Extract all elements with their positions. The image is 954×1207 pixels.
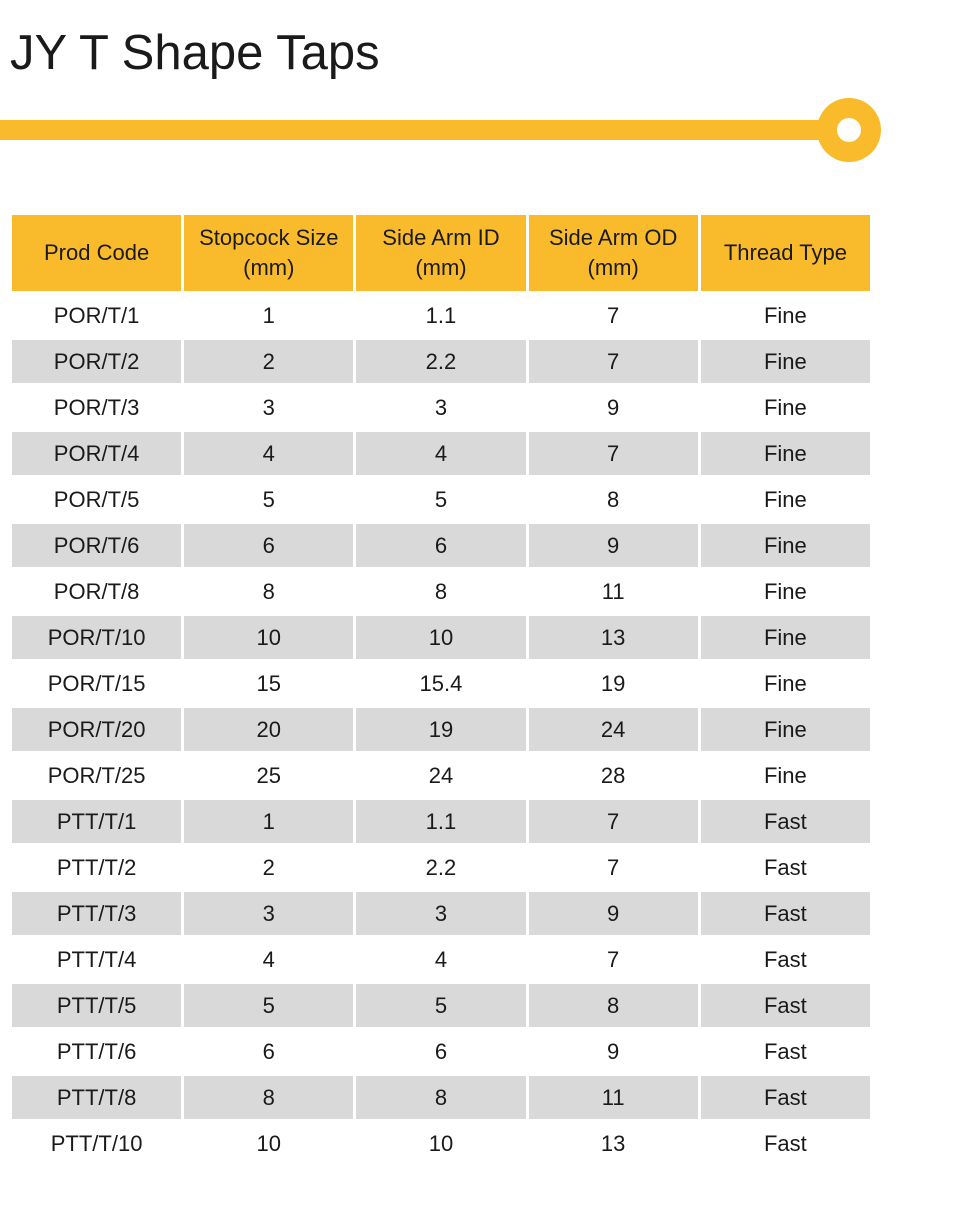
cell-thread-type: Fast: [701, 892, 870, 935]
table-row: [12, 340, 870, 383]
table-row: [12, 938, 870, 981]
cell-side-arm-id: 1.1: [356, 800, 525, 843]
cell-prod-code: PTT/T/2: [12, 846, 181, 889]
header-thread-type-label: Thread Type: [723, 240, 847, 265]
cell-side-arm-od: 19: [529, 662, 698, 705]
title-rule: [0, 120, 840, 140]
table-row: [12, 846, 870, 889]
cell-stopcock-size: 4: [184, 432, 353, 475]
table-row: [12, 1076, 870, 1119]
header-side-arm-od-unit: (mm): [587, 255, 639, 280]
cell-stopcock-size: 3: [184, 892, 353, 935]
cell-prod-code: POR/T/8: [12, 570, 181, 613]
cell-side-arm-id: 6: [356, 1030, 525, 1073]
cell-prod-code: POR/T/4: [12, 432, 181, 475]
table-row: [12, 984, 870, 1027]
cell-side-arm-id: 10: [356, 616, 525, 659]
cell-thread-type: Fine: [701, 524, 870, 567]
cell-prod-code: PTT/T/5: [12, 984, 181, 1027]
cell-stopcock-size: 8: [184, 570, 353, 613]
table-row: [12, 892, 870, 935]
cell-prod-code: POR/T/5: [12, 478, 181, 521]
cell-prod-code: POR/T/1: [12, 294, 181, 337]
cell-prod-code: POR/T/10: [12, 616, 181, 659]
rule-end-circle: [817, 98, 881, 162]
cell-side-arm-od: 13: [529, 616, 698, 659]
cell-side-arm-id: 6: [356, 524, 525, 567]
cell-thread-type: Fast: [701, 1076, 870, 1119]
cell-side-arm-id: 4: [356, 432, 525, 475]
cell-thread-type: Fine: [701, 616, 870, 659]
header-prod-code-label: Prod Code: [44, 240, 150, 265]
cell-side-arm-id: 10: [356, 1122, 525, 1165]
cell-thread-type: Fast: [701, 800, 870, 843]
cell-stopcock-size: 6: [184, 524, 353, 567]
cell-side-arm-id: 8: [356, 1076, 525, 1119]
cell-thread-type: Fine: [701, 662, 870, 705]
cell-prod-code: PTT/T/4: [12, 938, 181, 981]
cell-stopcock-size: 10: [184, 1122, 353, 1165]
cell-side-arm-id: 19: [356, 708, 525, 751]
cell-stopcock-size: 6: [184, 1030, 353, 1073]
cell-stopcock-size: 1: [184, 800, 353, 843]
table-row: [12, 432, 870, 475]
cell-thread-type: Fine: [701, 708, 870, 751]
table-row: [12, 1030, 870, 1073]
cell-thread-type: Fast: [701, 846, 870, 889]
cell-thread-type: Fast: [701, 1030, 870, 1073]
cell-side-arm-od: 9: [529, 386, 698, 429]
table-row: [12, 478, 870, 521]
cell-side-arm-od: 9: [529, 1030, 698, 1073]
cell-side-arm-id: 2.2: [356, 340, 525, 383]
cell-prod-code: POR/T/15: [12, 662, 181, 705]
cell-side-arm-od: 7: [529, 846, 698, 889]
table-row: [12, 708, 870, 751]
header-prod-code: [12, 215, 181, 291]
header-side-arm-id-unit: (mm): [415, 255, 467, 280]
cell-thread-type: Fine: [701, 754, 870, 797]
cell-side-arm-id: 4: [356, 938, 525, 981]
table-header: [12, 215, 870, 291]
table-row: [12, 1122, 870, 1165]
cell-stopcock-size: 20: [184, 708, 353, 751]
cell-prod-code: PTT/T/6: [12, 1030, 181, 1073]
cell-thread-type: Fast: [701, 984, 870, 1027]
cell-stopcock-size: 2: [184, 846, 353, 889]
cell-side-arm-id: 3: [356, 386, 525, 429]
cell-stopcock-size: 10: [184, 616, 353, 659]
cell-side-arm-od: 9: [529, 892, 698, 935]
header-side-arm-od-label: Side Arm OD: [548, 225, 678, 250]
table-row: [12, 754, 870, 797]
cell-prod-code: PTT/T/1: [12, 800, 181, 843]
cell-side-arm-id: 5: [356, 984, 525, 1027]
cell-side-arm-id: 8: [356, 570, 525, 613]
cell-stopcock-size: 3: [184, 386, 353, 429]
cell-stopcock-size: 4: [184, 938, 353, 981]
header-side-arm-id-label: Side Arm ID: [382, 225, 500, 250]
cell-side-arm-od: 8: [529, 984, 698, 1027]
cell-side-arm-id: 3: [356, 892, 525, 935]
cell-thread-type: Fine: [701, 432, 870, 475]
table-row: [12, 616, 870, 659]
header-side-arm-od: [529, 215, 698, 291]
cell-side-arm-od: 7: [529, 938, 698, 981]
table-row: [12, 662, 870, 705]
header-thread-type: [701, 215, 870, 291]
cell-thread-type: Fast: [701, 938, 870, 981]
cell-side-arm-od: 7: [529, 432, 698, 475]
cell-side-arm-od: 28: [529, 754, 698, 797]
cell-side-arm-id: 15.4: [356, 662, 525, 705]
cell-prod-code: POR/T/3: [12, 386, 181, 429]
cell-side-arm-id: 1.1: [356, 294, 525, 337]
table-row: [12, 524, 870, 567]
cell-thread-type: Fine: [701, 294, 870, 337]
cell-side-arm-od: 7: [529, 294, 698, 337]
cell-stopcock-size: 15: [184, 662, 353, 705]
table-row: [12, 800, 870, 843]
cell-side-arm-od: 9: [529, 524, 698, 567]
cell-stopcock-size: 8: [184, 1076, 353, 1119]
cell-side-arm-od: 11: [529, 1076, 698, 1119]
header-row: [12, 215, 870, 291]
cell-prod-code: POR/T/6: [12, 524, 181, 567]
cell-prod-code: PTT/T/10: [12, 1122, 181, 1165]
cell-side-arm-id: 5: [356, 478, 525, 521]
cell-stopcock-size: 5: [184, 984, 353, 1027]
cell-side-arm-od: 8: [529, 478, 698, 521]
rule-end-circle-hole: [837, 118, 861, 142]
cell-side-arm-id: 2.2: [356, 846, 525, 889]
cell-prod-code: POR/T/20: [12, 708, 181, 751]
cell-stopcock-size: 25: [184, 754, 353, 797]
table-row: [12, 294, 870, 337]
cell-prod-code: PTT/T/3: [12, 892, 181, 935]
page-title: JY T Shape Taps: [10, 26, 380, 80]
header-stopcock-size-label: Stopcock Size: [199, 225, 339, 250]
cell-prod-code: POR/T/25: [12, 754, 181, 797]
cell-side-arm-id: 24: [356, 754, 525, 797]
cell-side-arm-od: 7: [529, 800, 698, 843]
cell-stopcock-size: 5: [184, 478, 353, 521]
cell-side-arm-od: 13: [529, 1122, 698, 1165]
cell-thread-type: Fine: [701, 340, 870, 383]
header-stopcock-size: [184, 215, 353, 291]
cell-side-arm-od: 11: [529, 570, 698, 613]
cell-thread-type: Fine: [701, 478, 870, 521]
cell-stopcock-size: 2: [184, 340, 353, 383]
cell-thread-type: Fast: [701, 1122, 870, 1165]
product-spec-table: [9, 212, 873, 1168]
table-row: [12, 570, 870, 613]
cell-side-arm-od: 24: [529, 708, 698, 751]
cell-stopcock-size: 1: [184, 294, 353, 337]
cell-side-arm-od: 7: [529, 340, 698, 383]
header-side-arm-id: [356, 215, 525, 291]
cell-prod-code: POR/T/2: [12, 340, 181, 383]
table-row: [12, 386, 870, 429]
table-body: [12, 294, 870, 1165]
cell-thread-type: Fine: [701, 570, 870, 613]
header-stopcock-size-unit: (mm): [243, 255, 295, 280]
cell-thread-type: Fine: [701, 386, 870, 429]
cell-prod-code: PTT/T/8: [12, 1076, 181, 1119]
